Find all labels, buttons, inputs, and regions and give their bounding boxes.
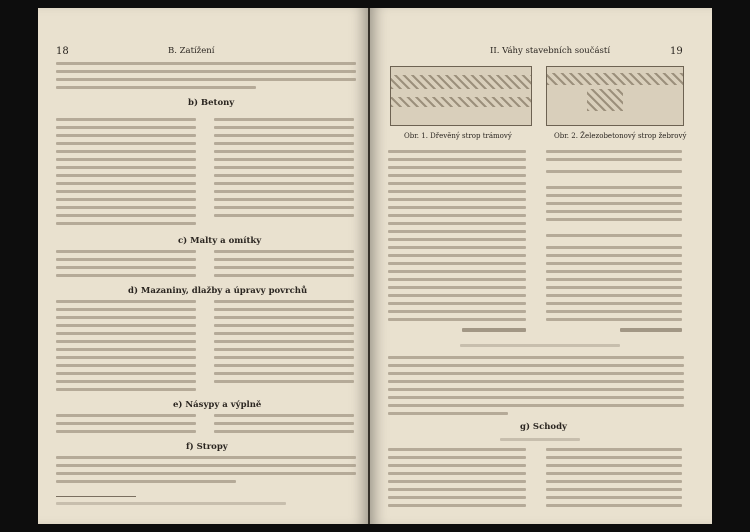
section-heading-e: e) Násypy a výplně — [173, 400, 262, 410]
subheading-light-partitions — [460, 344, 620, 347]
section-heading-g: g) Schody — [520, 422, 567, 432]
section-heading-f: f) Stropy — [186, 442, 228, 452]
footnote — [56, 502, 286, 505]
text-line — [56, 86, 256, 89]
page-number-right: 19 — [670, 46, 683, 57]
text-line — [56, 62, 356, 65]
text-line — [56, 70, 356, 73]
figure-ribbed-concrete-ceiling — [546, 66, 684, 126]
running-head-left: B. Zatížení — [168, 46, 215, 56]
right-page — [370, 8, 712, 524]
footnote-rule — [56, 496, 136, 497]
page-number-left: 18 — [56, 46, 69, 57]
left-page — [38, 8, 368, 524]
figure2-caption: Obr. 2. Železobetonový strop žebrový — [554, 132, 687, 140]
figure1-caption: Obr. 1. Dřevěný strop trámový — [404, 132, 512, 140]
figure-wooden-beam-ceiling — [390, 66, 532, 126]
section-heading-b: b) Betony — [188, 98, 235, 108]
subheading-per-m2 — [500, 438, 580, 441]
running-head-right: II. Váhy stavebních součástí — [490, 46, 611, 56]
section-heading-d: d) Mazaniny, dlažby a úpravy povrchů — [128, 286, 308, 296]
section-heading-c: c) Malty a omítky — [178, 236, 262, 246]
text-line — [56, 78, 356, 81]
